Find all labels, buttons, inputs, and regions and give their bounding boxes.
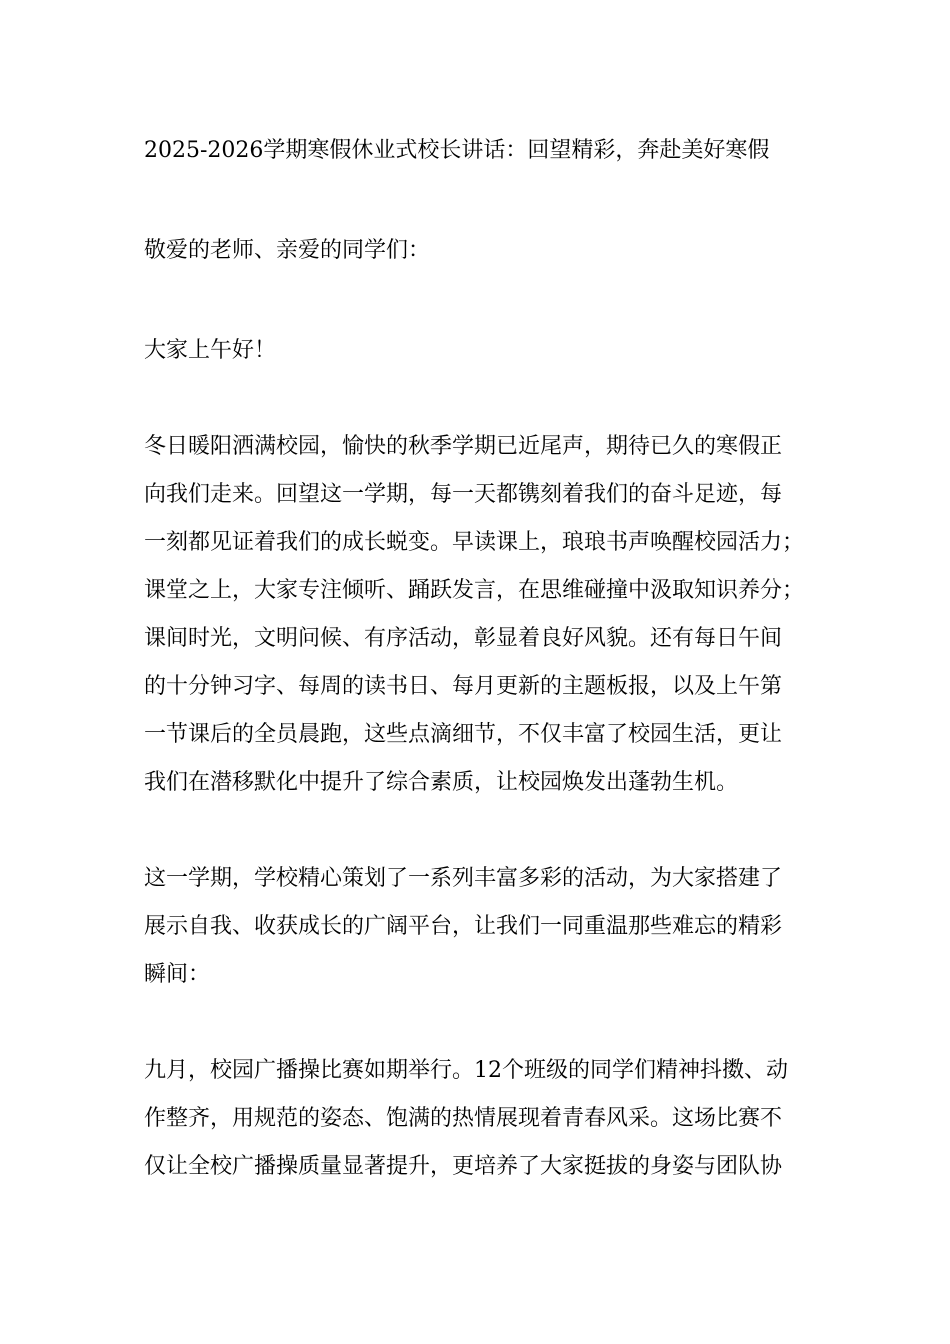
spacer <box>144 171 824 231</box>
paragraph-line: 课堂之上，大家专注倾听、踊跃发言，在思维碰撞中汲取知识养分； <box>144 578 805 603</box>
document-title: 2025-2026学期寒假休业式校长讲话：回望精彩，奔赴美好寒假 <box>144 138 770 163</box>
paragraph-line: 仅让全校广播操质量显著提升，更培养了大家挺拔的身姿与团队协 <box>144 1154 783 1179</box>
paragraph-2 <box>144 855 824 999</box>
paragraph-line: 作整齐，用规范的姿态、饱满的热情展现着青春风采。这场比赛不 <box>144 1106 783 1131</box>
document-body <box>144 131 824 1191</box>
salutation: 敬爱的老师、亲爱的同学们： <box>144 238 431 263</box>
spacer <box>144 271 824 331</box>
paragraph-line: 展示自我、收获成长的广阔平台，让我们一同重温那些难忘的精彩 <box>144 914 783 939</box>
paragraph-3 <box>144 1047 824 1191</box>
paragraph-line: 的十分钟习字、每周的读书日、每月更新的主题板报，以及上午第 <box>144 674 783 699</box>
paragraph-line: 冬日暖阳洒满校园，愉快的秋季学期已近尾声，期待已久的寒假正 <box>144 434 783 459</box>
paragraph-line: 一节课后的全员晨跑，这些点滴细节，不仅丰富了校园生活，更让 <box>144 722 783 747</box>
spacer <box>144 371 824 423</box>
paragraph-line: 向我们走来。回望这一学期，每一天都镌刻着我们的奋斗足迹，每 <box>144 482 783 507</box>
paragraph-line: 瞬间： <box>144 962 211 987</box>
paragraph-line: 课间时光，文明问候、有序活动，彰显着良好风貌。还有每日午间 <box>144 626 783 651</box>
spacer <box>144 999 824 1047</box>
paragraph-line: 这一学期，学校精心策划了一系列丰富多彩的活动，为大家搭建了 <box>144 866 783 891</box>
paragraph-1 <box>144 423 824 807</box>
paragraph-line: 我们在潜移默化中提升了综合素质，让校园焕发出蓬勃生机。 <box>144 770 739 795</box>
spacer <box>144 807 824 855</box>
greeting: 大家上午好！ <box>144 338 277 363</box>
paragraph-line: 一刻都见证着我们的成长蜕变。早读课上，琅琅书声唤醒校园活力； <box>144 530 805 555</box>
paragraph-line: 九月，校园广播操比赛如期举行。12个班级的同学们精神抖擞、动 <box>144 1058 788 1083</box>
